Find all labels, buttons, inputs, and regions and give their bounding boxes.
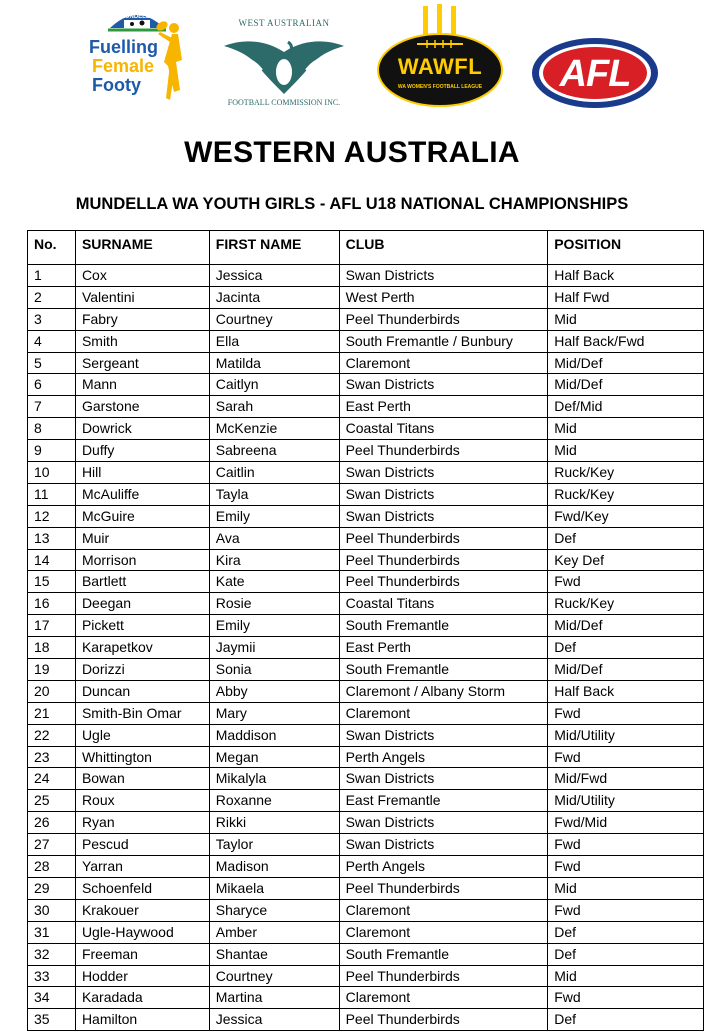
cell-surname: Cox bbox=[75, 265, 209, 287]
cell-club: Swan Districts bbox=[339, 374, 548, 396]
cell-number: 34 bbox=[28, 987, 76, 1009]
cell-first-name: Sarah bbox=[209, 396, 339, 418]
table-row bbox=[28, 330, 704, 352]
cell-number: 10 bbox=[28, 462, 76, 484]
cell-surname: Ryan bbox=[75, 812, 209, 834]
cell-surname: Mann bbox=[75, 374, 209, 396]
cell-number: 8 bbox=[28, 418, 76, 440]
cell-number: 20 bbox=[28, 680, 76, 702]
cell-surname: Morrison bbox=[75, 549, 209, 571]
cell-surname: Deegan bbox=[75, 593, 209, 615]
table-row bbox=[28, 571, 704, 593]
cell-number: 29 bbox=[28, 877, 76, 899]
cell-surname: Roux bbox=[75, 790, 209, 812]
cell-number: 27 bbox=[28, 834, 76, 856]
cell-surname: Hill bbox=[75, 462, 209, 484]
cell-number: 35 bbox=[28, 1009, 76, 1031]
cell-number: 30 bbox=[28, 899, 76, 921]
table-row bbox=[28, 921, 704, 943]
cell-number: 21 bbox=[28, 702, 76, 724]
table-row bbox=[28, 746, 704, 768]
table-row bbox=[28, 615, 704, 637]
cell-club: Swan Districts bbox=[339, 724, 548, 746]
cell-position: Fwd bbox=[548, 987, 704, 1009]
afl-name: AFL bbox=[559, 53, 631, 95]
cell-first-name: Rikki bbox=[209, 812, 339, 834]
cell-first-name: Jacinta bbox=[209, 286, 339, 308]
mundella-line-2: Female bbox=[92, 56, 155, 76]
cell-first-name: Jessica bbox=[209, 265, 339, 287]
cell-position: Def bbox=[548, 921, 704, 943]
cell-first-name: Tayla bbox=[209, 483, 339, 505]
cell-first-name: Roxanne bbox=[209, 790, 339, 812]
mundella-fuelling-female-footy-logo bbox=[84, 6, 194, 106]
cell-position: Mid bbox=[548, 418, 704, 440]
cell-first-name: Amber bbox=[209, 921, 339, 943]
table-row bbox=[28, 702, 704, 724]
cell-position: Mid/Fwd bbox=[548, 768, 704, 790]
cell-surname: Schoenfeld bbox=[75, 877, 209, 899]
cell-club: Swan Districts bbox=[339, 483, 548, 505]
cell-position: Mid bbox=[548, 877, 704, 899]
squad-table bbox=[27, 230, 704, 1031]
cell-position: Fwd bbox=[548, 856, 704, 878]
cell-number: 2 bbox=[28, 286, 76, 308]
cell-number: 33 bbox=[28, 965, 76, 987]
cell-number: 17 bbox=[28, 615, 76, 637]
cell-first-name: Courtney bbox=[209, 965, 339, 987]
cell-surname: Muir bbox=[75, 527, 209, 549]
cell-surname: Duffy bbox=[75, 440, 209, 462]
page-subtitle: MUNDELLA WA YOUTH GIRLS - AFL U18 NATIONAL CHAMPIONSHIPS bbox=[75, 195, 629, 213]
wawfl-logo bbox=[377, 4, 503, 108]
cell-first-name: Caitlin bbox=[209, 462, 339, 484]
cell-position: Ruck/Key bbox=[548, 593, 704, 615]
cell-first-name: Sonia bbox=[209, 659, 339, 681]
cell-first-name: Courtney bbox=[209, 308, 339, 330]
cell-surname: Smith-Bin Omar bbox=[75, 702, 209, 724]
cell-position: Mid/Def bbox=[548, 352, 704, 374]
cell-surname: Pickett bbox=[75, 615, 209, 637]
cell-surname: Sergeant bbox=[75, 352, 209, 374]
cell-club: South Fremantle bbox=[339, 659, 548, 681]
cell-club: Coastal Titans bbox=[339, 593, 548, 615]
cell-number: 31 bbox=[28, 921, 76, 943]
table-row bbox=[28, 462, 704, 484]
cell-number: 16 bbox=[28, 593, 76, 615]
cell-club: Peel Thunderbirds bbox=[339, 549, 548, 571]
cell-number: 3 bbox=[28, 308, 76, 330]
cell-position: Fwd bbox=[548, 834, 704, 856]
cell-club: Peel Thunderbirds bbox=[339, 965, 548, 987]
cell-club: Claremont bbox=[339, 352, 548, 374]
cell-position: Def bbox=[548, 1009, 704, 1031]
cell-number: 15 bbox=[28, 571, 76, 593]
cell-first-name: Jaymii bbox=[209, 637, 339, 659]
svg-text:MUNDELLA: MUNDELLA bbox=[120, 14, 154, 20]
table-row bbox=[28, 265, 704, 287]
cell-surname: Dorizzi bbox=[75, 659, 209, 681]
col-header-position: POSITION bbox=[548, 231, 704, 265]
table-row bbox=[28, 834, 704, 856]
cell-number: 9 bbox=[28, 440, 76, 462]
table-row bbox=[28, 877, 704, 899]
cell-position: Mid/Def bbox=[548, 615, 704, 637]
table-row bbox=[28, 374, 704, 396]
squad-table-body bbox=[28, 265, 704, 1031]
cell-club: Peel Thunderbirds bbox=[339, 877, 548, 899]
cell-club: Swan Districts bbox=[339, 505, 548, 527]
cell-first-name: Emily bbox=[209, 615, 339, 637]
cell-club: Peel Thunderbirds bbox=[339, 1009, 548, 1031]
table-row bbox=[28, 549, 704, 571]
cell-club: Peel Thunderbirds bbox=[339, 571, 548, 593]
wa-football-commission-logo bbox=[218, 18, 350, 112]
cell-club: Swan Districts bbox=[339, 812, 548, 834]
cell-position: Key Def bbox=[548, 549, 704, 571]
cell-position: Fwd bbox=[548, 702, 704, 724]
cell-first-name: Sharyce bbox=[209, 899, 339, 921]
table-row bbox=[28, 637, 704, 659]
cell-position: Mid bbox=[548, 308, 704, 330]
cell-first-name: Abby bbox=[209, 680, 339, 702]
cell-position: Mid/Utility bbox=[548, 790, 704, 812]
cell-number: 24 bbox=[28, 768, 76, 790]
table-row bbox=[28, 527, 704, 549]
cell-surname: Yarran bbox=[75, 856, 209, 878]
cell-club: West Perth bbox=[339, 286, 548, 308]
table-row bbox=[28, 418, 704, 440]
cell-position: Mid bbox=[548, 965, 704, 987]
cell-position: Def bbox=[548, 527, 704, 549]
table-header-row bbox=[28, 231, 704, 265]
cell-position: Half Fwd bbox=[548, 286, 704, 308]
cell-surname: Whittington bbox=[75, 746, 209, 768]
table-row bbox=[28, 790, 704, 812]
cell-surname: Fabry bbox=[75, 308, 209, 330]
cell-position: Fwd/Key bbox=[548, 505, 704, 527]
cell-club: Perth Angels bbox=[339, 856, 548, 878]
cell-surname: Hodder bbox=[75, 965, 209, 987]
cell-position: Half Back bbox=[548, 680, 704, 702]
table-row bbox=[28, 856, 704, 878]
table-row bbox=[28, 286, 704, 308]
cell-first-name: Mary bbox=[209, 702, 339, 724]
cell-club: Peel Thunderbirds bbox=[339, 440, 548, 462]
cell-first-name: Ella bbox=[209, 330, 339, 352]
cell-surname: Dowrick bbox=[75, 418, 209, 440]
cell-position: Fwd bbox=[548, 571, 704, 593]
table-row bbox=[28, 724, 704, 746]
table-row bbox=[28, 483, 704, 505]
cell-number: 7 bbox=[28, 396, 76, 418]
cell-first-name: Shantae bbox=[209, 943, 339, 965]
table-row bbox=[28, 768, 704, 790]
table-row bbox=[28, 593, 704, 615]
cell-first-name: Maddison bbox=[209, 724, 339, 746]
cell-position: Fwd bbox=[548, 746, 704, 768]
table-row bbox=[28, 680, 704, 702]
cell-club: Swan Districts bbox=[339, 265, 548, 287]
cell-position: Half Back bbox=[548, 265, 704, 287]
cell-position: Mid bbox=[548, 440, 704, 462]
mundella-line-1: Fuelling bbox=[89, 37, 158, 57]
mundella-line-3: Footy bbox=[92, 75, 141, 95]
cell-number: 4 bbox=[28, 330, 76, 352]
table-row bbox=[28, 396, 704, 418]
swan-wings-icon bbox=[222, 32, 346, 96]
afl-logo bbox=[530, 36, 660, 110]
cell-first-name: Mikalyla bbox=[209, 768, 339, 790]
logo-header bbox=[0, 0, 704, 118]
cell-club: Perth Angels bbox=[339, 746, 548, 768]
cell-surname: Ugle-Haywood bbox=[75, 921, 209, 943]
cell-first-name: McKenzie bbox=[209, 418, 339, 440]
cell-surname: Bartlett bbox=[75, 571, 209, 593]
cell-number: 1 bbox=[28, 265, 76, 287]
cell-number: 18 bbox=[28, 637, 76, 659]
cell-first-name: Megan bbox=[209, 746, 339, 768]
cell-club: Claremont bbox=[339, 921, 548, 943]
cell-position: Fwd bbox=[548, 899, 704, 921]
col-header-surname: SURNAME bbox=[75, 231, 209, 265]
cell-club: Peel Thunderbirds bbox=[339, 308, 548, 330]
col-header-club: CLUB bbox=[339, 231, 548, 265]
cell-surname: Freeman bbox=[75, 943, 209, 965]
cell-surname: Ugle bbox=[75, 724, 209, 746]
cell-first-name: Taylor bbox=[209, 834, 339, 856]
cell-club: East Fremantle bbox=[339, 790, 548, 812]
cell-position: Ruck/Key bbox=[548, 483, 704, 505]
cell-club: Claremont / Albany Storm bbox=[339, 680, 548, 702]
cell-surname: Smith bbox=[75, 330, 209, 352]
cell-number: 14 bbox=[28, 549, 76, 571]
wawfl-subtitle: WA WOMEN'S FOOTBALL LEAGUE bbox=[397, 84, 483, 90]
cell-first-name: Martina bbox=[209, 987, 339, 1009]
table-row bbox=[28, 943, 704, 965]
cell-first-name: Rosie bbox=[209, 593, 339, 615]
cell-number: 19 bbox=[28, 659, 76, 681]
cell-club: Swan Districts bbox=[339, 834, 548, 856]
cell-first-name: Emily bbox=[209, 505, 339, 527]
cell-first-name: Matilda bbox=[209, 352, 339, 374]
table-row bbox=[28, 659, 704, 681]
cell-position: Def/Mid bbox=[548, 396, 704, 418]
cell-club: Coastal Titans bbox=[339, 418, 548, 440]
cell-surname: Karadada bbox=[75, 987, 209, 1009]
cell-position: Mid/Def bbox=[548, 374, 704, 396]
cell-surname: Krakouer bbox=[75, 899, 209, 921]
cell-position: Ruck/Key bbox=[548, 462, 704, 484]
cell-number: 22 bbox=[28, 724, 76, 746]
cell-club: Claremont bbox=[339, 899, 548, 921]
cell-first-name: Sabreena bbox=[209, 440, 339, 462]
cell-surname: Valentini bbox=[75, 286, 209, 308]
col-header-first-name: FIRST NAME bbox=[209, 231, 339, 265]
cell-number: 11 bbox=[28, 483, 76, 505]
table-row bbox=[28, 440, 704, 462]
cell-club: Swan Districts bbox=[339, 462, 548, 484]
table-row bbox=[28, 899, 704, 921]
cell-surname: Duncan bbox=[75, 680, 209, 702]
cell-surname: McAuliffe bbox=[75, 483, 209, 505]
cell-position: Mid/Utility bbox=[548, 724, 704, 746]
cell-club: South Fremantle / Bunbury bbox=[339, 330, 548, 352]
cell-first-name: Kira bbox=[209, 549, 339, 571]
wawfl-name: WAWFL bbox=[397, 54, 483, 79]
cell-club: East Perth bbox=[339, 396, 548, 418]
cell-surname: Garstone bbox=[75, 396, 209, 418]
cell-first-name: Mikaela bbox=[209, 877, 339, 899]
cell-number: 13 bbox=[28, 527, 76, 549]
cell-club: Claremont bbox=[339, 987, 548, 1009]
cell-club: Swan Districts bbox=[339, 768, 548, 790]
cell-club: Peel Thunderbirds bbox=[339, 527, 548, 549]
cell-first-name: Madison bbox=[209, 856, 339, 878]
table-row bbox=[28, 965, 704, 987]
cell-position: Def bbox=[548, 637, 704, 659]
table-row bbox=[28, 352, 704, 374]
cell-number: 25 bbox=[28, 790, 76, 812]
cell-number: 5 bbox=[28, 352, 76, 374]
cell-club: South Fremantle bbox=[339, 943, 548, 965]
cell-first-name: Caitlyn bbox=[209, 374, 339, 396]
wafc-bottom-text: FOOTBALL COMMISSION INC. bbox=[227, 98, 341, 107]
cell-club: Claremont bbox=[339, 702, 548, 724]
cell-number: 28 bbox=[28, 856, 76, 878]
cell-surname: Bowan bbox=[75, 768, 209, 790]
cell-number: 12 bbox=[28, 505, 76, 527]
cell-number: 32 bbox=[28, 943, 76, 965]
cell-club: South Fremantle bbox=[339, 615, 548, 637]
cell-number: 6 bbox=[28, 374, 76, 396]
cell-first-name: Kate bbox=[209, 571, 339, 593]
col-header-number: No. bbox=[28, 231, 76, 265]
cell-club: East Perth bbox=[339, 637, 548, 659]
cell-position: Half Back/Fwd bbox=[548, 330, 704, 352]
cell-position: Def bbox=[548, 943, 704, 965]
page-title: WESTERN AUSTRALIA bbox=[184, 136, 520, 169]
cell-surname: Karapetkov bbox=[75, 637, 209, 659]
cell-first-name: Jessica bbox=[209, 1009, 339, 1031]
cell-surname: Hamilton bbox=[75, 1009, 209, 1031]
cell-surname: McGuire bbox=[75, 505, 209, 527]
cell-position: Mid/Def bbox=[548, 659, 704, 681]
table-row bbox=[28, 505, 704, 527]
table-row bbox=[28, 812, 704, 834]
table-row bbox=[28, 308, 704, 330]
cell-surname: Pescud bbox=[75, 834, 209, 856]
table-row bbox=[28, 987, 704, 1009]
cell-number: 23 bbox=[28, 746, 76, 768]
table-row bbox=[28, 1009, 704, 1031]
wafc-top-text: WEST AUSTRALIAN bbox=[238, 18, 330, 28]
cell-first-name: Ava bbox=[209, 527, 339, 549]
cell-number: 26 bbox=[28, 812, 76, 834]
cell-position: Fwd/Mid bbox=[548, 812, 704, 834]
